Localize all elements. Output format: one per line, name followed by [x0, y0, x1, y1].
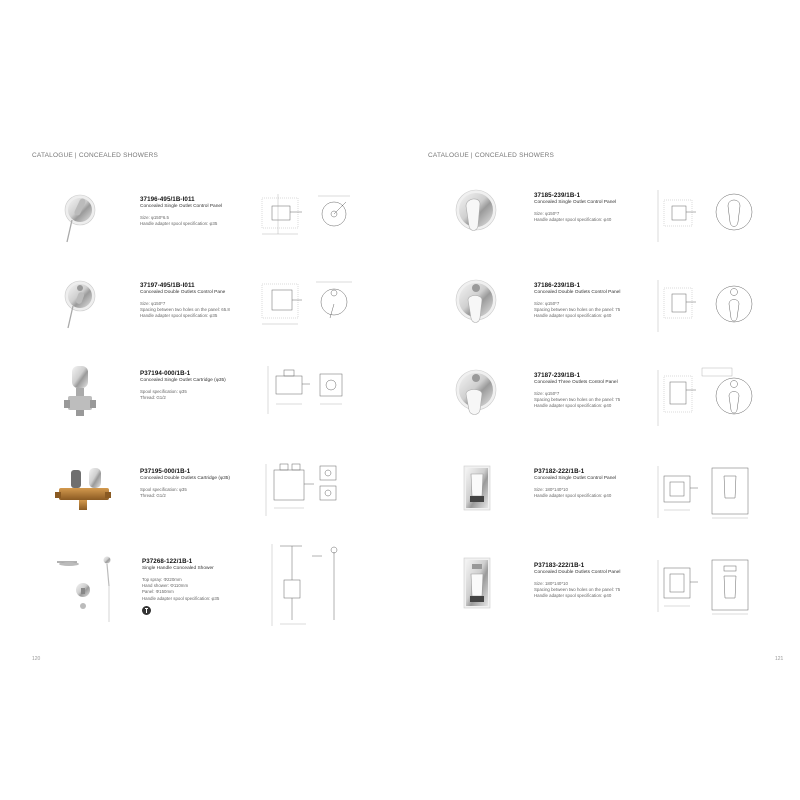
technical-drawing [652, 366, 767, 438]
product-spec: Handle adapter spool specification: φ35 [140, 221, 218, 227]
product-photo [452, 276, 512, 346]
product-spec: Handle adapter spool specification: φ35 [142, 595, 220, 601]
technical-drawing [258, 462, 373, 534]
product-item [58, 190, 418, 270]
product-code: 37187-239/1B-1 [534, 372, 581, 379]
product-photo [452, 462, 512, 532]
technical-drawing [258, 364, 373, 436]
technical-drawing [258, 276, 373, 348]
product-spec: Size: 180*140*10 [534, 487, 568, 492]
page-number-left: 120 [32, 656, 41, 662]
product-text [534, 192, 659, 223]
product-spec: Hand shower: Φ110mm [142, 583, 189, 589]
technical-drawing [262, 540, 377, 630]
product-spec: Size: φ150*7 [534, 301, 560, 306]
page-header-right: CATALOGUE | CONCEALED SHOWERS [428, 152, 555, 159]
technical-drawing [652, 186, 767, 258]
product-text [140, 282, 265, 320]
product-spec: Spool specification: φ35 [140, 487, 187, 492]
product-code: 37186-239/1B-1 [534, 282, 581, 289]
product-code: 37185-239/1B-1 [534, 192, 581, 199]
product-spec: Size: 180*140*10 [534, 581, 568, 586]
product-code: P37268-122/1B-1 [142, 558, 193, 565]
product-spec: Size: φ150*7 [534, 211, 560, 216]
product-title: Single Handle Concealed Shower [142, 566, 214, 571]
product-spec: Thread: G1/2 [140, 395, 166, 401]
technical-drawing [258, 190, 373, 262]
product-title: Concealed Double Outlets Control Pane [140, 290, 226, 295]
product-code: P37183-222/1B-1 [534, 562, 585, 569]
technical-drawing [652, 276, 767, 348]
product-spec: Size: φ150*7 [140, 301, 166, 306]
product-code: P37194-000/1B-1 [140, 370, 191, 377]
page-header-left: CATALOGUE | CONCEALED SHOWERS [32, 152, 159, 159]
product-text [534, 372, 659, 410]
product-code: 37197-495/1B-I011 [140, 282, 195, 289]
product-spec: Handle adapter spool specification: φ40 [534, 493, 612, 499]
product-text [534, 562, 659, 600]
product-title: Concealed Single Outlet Control Panel [534, 200, 617, 205]
page-number-right: 121 [775, 656, 784, 662]
product-spec: Size: φ150*7 [534, 391, 560, 396]
product-text [140, 370, 265, 401]
product-item [58, 364, 418, 444]
product-text [140, 468, 265, 499]
product-photo [58, 364, 118, 434]
product-item [452, 556, 800, 636]
product-photo [452, 186, 512, 256]
product-spec: Handle adapter spool specification: φ40 [534, 313, 612, 319]
product-title: Concealed Single Outlet Cartridge (φ35) [140, 378, 226, 383]
product-code: P37182-222/1B-1 [534, 468, 585, 475]
product-title: Concealed Double Outlets Control Panel [534, 570, 621, 575]
product-photo [48, 462, 118, 532]
technical-drawing [652, 462, 767, 534]
product-title: Concealed Single Outlet Control Panel [534, 476, 617, 481]
product-spec: Spool specification: φ35 [140, 389, 187, 394]
product-spec: Spacing between two holes on the panel: 65.8 [140, 307, 230, 313]
product-item [48, 462, 408, 542]
product-spec: Handle adapter spool specification: φ35 [140, 313, 218, 319]
product-item [50, 552, 410, 632]
product-photo [58, 276, 118, 346]
product-text [534, 468, 659, 499]
product-item [58, 276, 418, 356]
product-spec: Spacing between two holes on the panel: 75 [534, 397, 621, 403]
product-code: 37196-495/1B-I011 [140, 196, 195, 203]
product-spec: Top spray: Φ220mm [142, 577, 182, 582]
product-item [452, 366, 800, 446]
product-photo [452, 556, 512, 626]
product-spec: Handle adapter spool specification: φ40 [534, 593, 612, 599]
product-item [452, 462, 800, 542]
product-text [142, 558, 267, 602]
product-spec: Thread: G1/2 [140, 493, 166, 499]
product-title: Concealed Double Outlets Control Panel [534, 290, 621, 295]
product-text [140, 196, 265, 227]
product-code: P37195-000/1B-1 [140, 468, 191, 475]
product-spec: Panel: Φ150mm [142, 589, 174, 595]
product-spec: Size: φ150*6.5 [140, 215, 169, 220]
technical-drawing [652, 556, 767, 628]
product-photo [452, 366, 512, 436]
product-item [452, 276, 800, 356]
product-text [534, 282, 659, 320]
product-photo [50, 552, 120, 622]
product-title: Concealed Double Outlets Cartridge (φ35) [140, 476, 231, 481]
product-photo [58, 190, 118, 260]
product-spec: Spacing between two holes on the panel: 75 [534, 587, 621, 593]
product-title: Concealed Three Outlets Control Panel [534, 380, 618, 385]
product-spec: Spacing between two holes on the panel: 75 [534, 307, 621, 313]
product-item [452, 186, 800, 266]
product-spec: Handle adapter spool specification: φ40 [534, 217, 612, 223]
info-badge-icon [142, 606, 151, 615]
product-title: Concealed Single Outlet Control Panel [140, 204, 223, 209]
product-spec: Handle adapter spool specification: φ40 [534, 403, 612, 409]
